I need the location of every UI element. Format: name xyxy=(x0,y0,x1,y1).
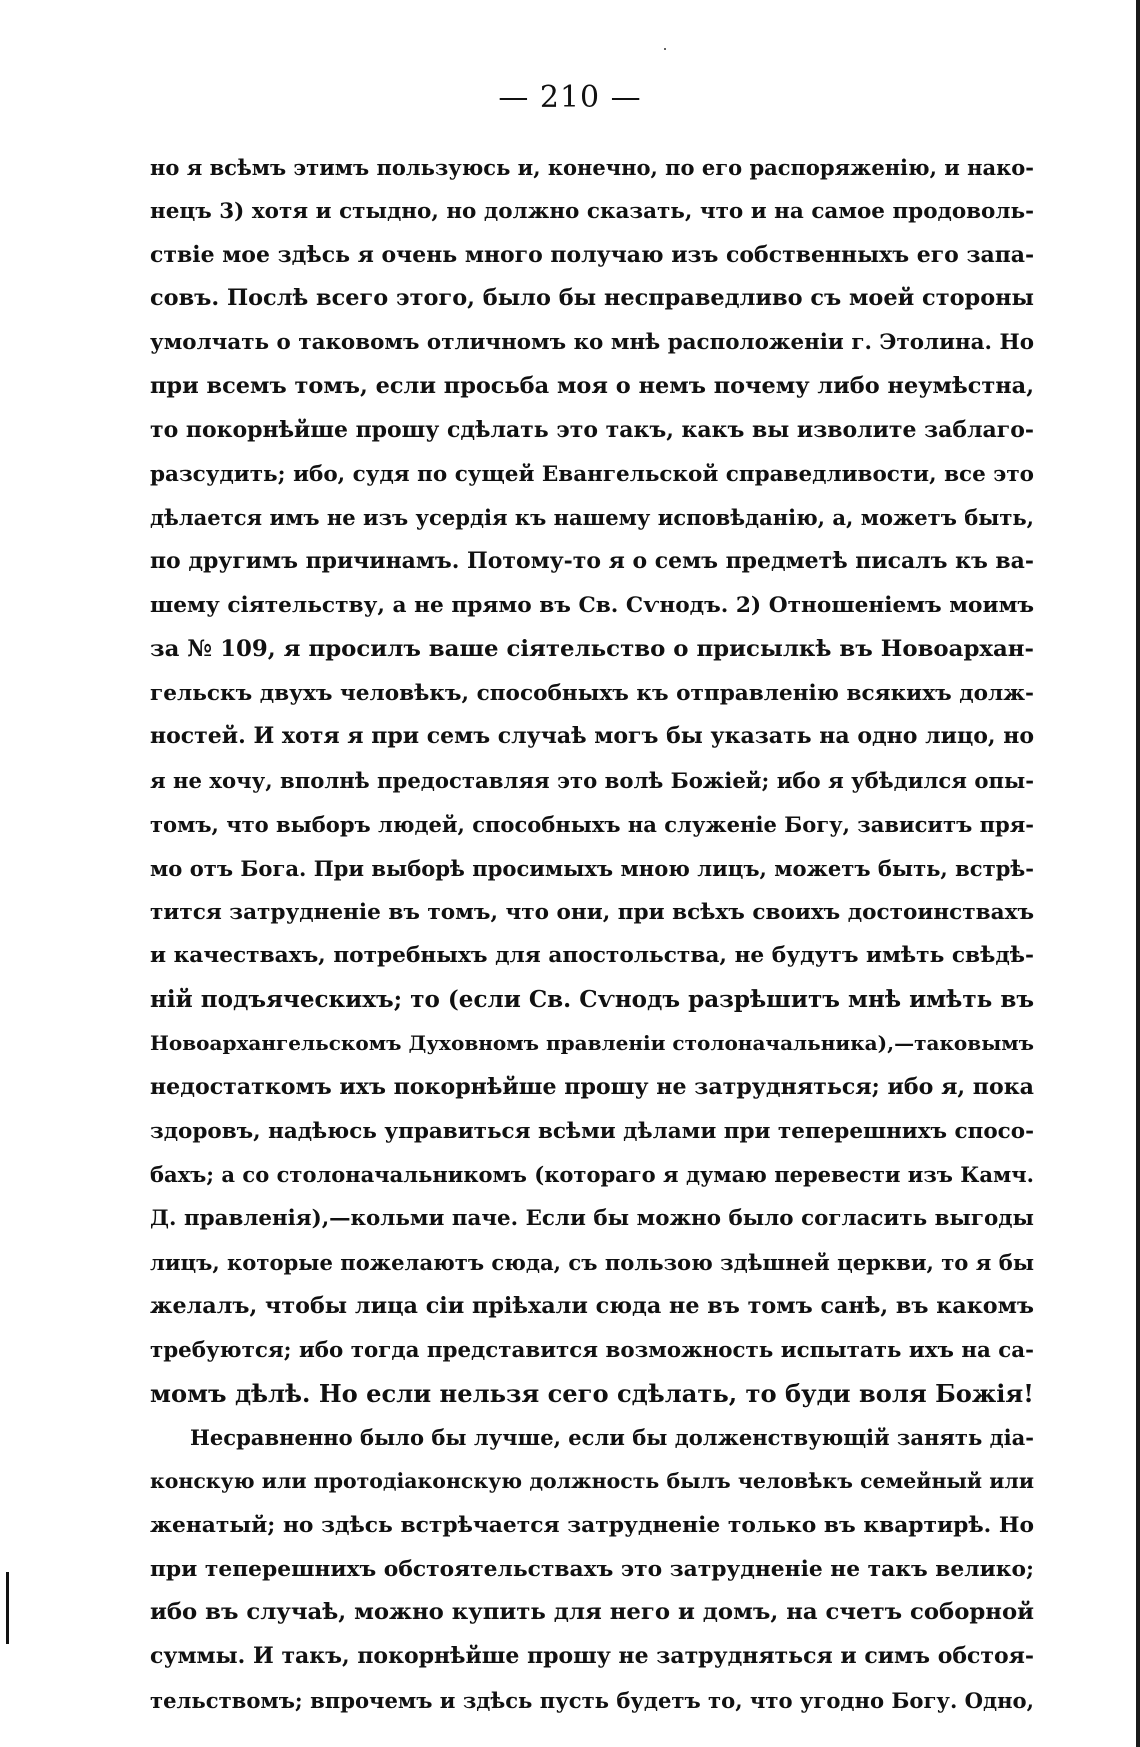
text-line: умолчать о таковомъ отличномъ ко мнѣ расположеніи г. Этолина. Но xyxy=(150,330,1034,356)
text-line: тельствомъ; впрочемъ и здѣсь пусть будетъ то, что угодно Богу. Одно, xyxy=(150,1687,1034,1713)
text-line: требуются; ибо тогда представится возможность испытать ихъ на са- xyxy=(150,1337,1034,1363)
text-line: нецъ 3) хотя и стыдно, но должно сказать, что и на самое продоволь- xyxy=(150,198,1034,224)
binding-mark xyxy=(6,1572,9,1644)
text-line: шему сіятельству, а не прямо въ Св. Сѵнодъ. 2) Отношеніемъ моимъ xyxy=(150,592,1034,618)
text-line: при всемъ томъ, если просьба моя о немъ почему либо неумѣстна, xyxy=(150,372,1034,399)
text-line: женатый; но здѣсь встрѣчается затрудненіе только въ квартирѣ. Но xyxy=(150,1512,1034,1538)
text-line: конскую или протодіаконскую должность былъ человѣкъ семейный или xyxy=(150,1468,1034,1493)
text-line: гельскъ двухъ человѣкъ, способныхъ къ отправленію всякихъ долж- xyxy=(150,680,1034,706)
text-line: то покорнѣйше прошу сдѣлать это такъ, какъ вы изволите заблаго- xyxy=(150,416,1034,443)
body-text xyxy=(150,146,1034,1723)
text-line: по другимъ причинамъ. Потому-то я о семъ предметѣ писалъ къ ва- xyxy=(150,548,1034,575)
text-line: ній подъяческихъ; то (если Св. Сѵнодъ разрѣшитъ мнѣ имѣть въ xyxy=(150,986,1034,1014)
text-line: Несравненно было бы лучше, если бы долженствующій занять діа- xyxy=(190,1425,1034,1451)
text-line: тится затрудненіе въ томъ, что они, при всѣхъ своихъ достоинствахъ xyxy=(150,899,1034,925)
text-line: дѣлается имъ не изъ усердія къ нашему исповѣданію, а, можетъ быть, xyxy=(150,505,1034,531)
print-speck xyxy=(664,48,666,50)
text-line: Д. правленія),—кольми паче. Если бы можно было согласить выгоды xyxy=(150,1206,1034,1232)
text-line: ностей. И хотя я при семъ случаѣ могъ бы указать на одно лицо, но xyxy=(150,723,1034,750)
text-line: лицъ, которые пожелаютъ сюда, съ пользою здѣшней церкви, то я бы xyxy=(150,1249,1034,1275)
text-line: я не хочу, вполнѣ предоставляя это волѣ Божіей; ибо я убѣдился опы- xyxy=(150,768,1034,794)
text-line: момъ дѣлѣ. Но если нельзя сего сдѣлать, то буди воля Божія! xyxy=(150,1379,1034,1409)
text-line: и качествахъ, потребныхъ для апостольства, не будутъ имѣть свѣдѣ- xyxy=(150,943,1034,969)
page-edge-shadow xyxy=(1136,0,1140,1747)
text-line: бахъ; а со столоначальникомъ (котораго я думаю перевести изъ Камч. xyxy=(150,1162,1034,1188)
text-line: Новоархангельскомъ Духовномъ правленіи столоначальника),—таковымъ xyxy=(150,1030,1034,1055)
text-line: разсудить; ибо, судя по сущей Евангельской справедливости, все это xyxy=(150,461,1034,487)
text-line: совъ. Послѣ всего этого, было бы несправедливо съ моей стороны xyxy=(150,285,1034,312)
text-line: недостаткомъ ихъ покорнѣйше прошу не затрудняться; ибо я, пока xyxy=(150,1073,1034,1100)
text-line: желалъ, чтобы лица сіи пріѣхали сюда не въ томъ санѣ, въ какомъ xyxy=(150,1292,1034,1319)
text-line: мо отъ Бога. При выборѣ просимыхъ мною лицъ, можетъ быть, встрѣ- xyxy=(150,855,1034,881)
text-line: за № 109, я просилъ ваше сіятельство о присылкѣ въ Новоархан- xyxy=(150,635,1034,662)
page-number: — 210 — xyxy=(498,80,642,115)
text-line: здоровъ, надѣюсь управиться всѣми дѣлами при теперешнихъ спосо- xyxy=(150,1118,1034,1144)
text-line: ибо въ случаѣ, можно купить для него и домъ, на счетъ соборной xyxy=(150,1599,1034,1626)
text-line: при теперешнихъ обстоятельствахъ это затрудненіе не такъ велико; xyxy=(150,1556,1034,1582)
text-line: ствіе мое здѣсь я очень много получаю изъ собственныхъ его запа- xyxy=(150,241,1034,268)
text-line: но я всѣмъ этимъ пользуюсь и, конечно, по его распоряженію, и нако- xyxy=(150,155,1034,180)
text-line: суммы. И такъ, покорнѣйше прошу не затрудняться и симъ обстоя- xyxy=(150,1643,1034,1670)
text-line: томъ, что выборъ людей, способныхъ на служеніе Богу, зависитъ пря- xyxy=(150,811,1034,837)
